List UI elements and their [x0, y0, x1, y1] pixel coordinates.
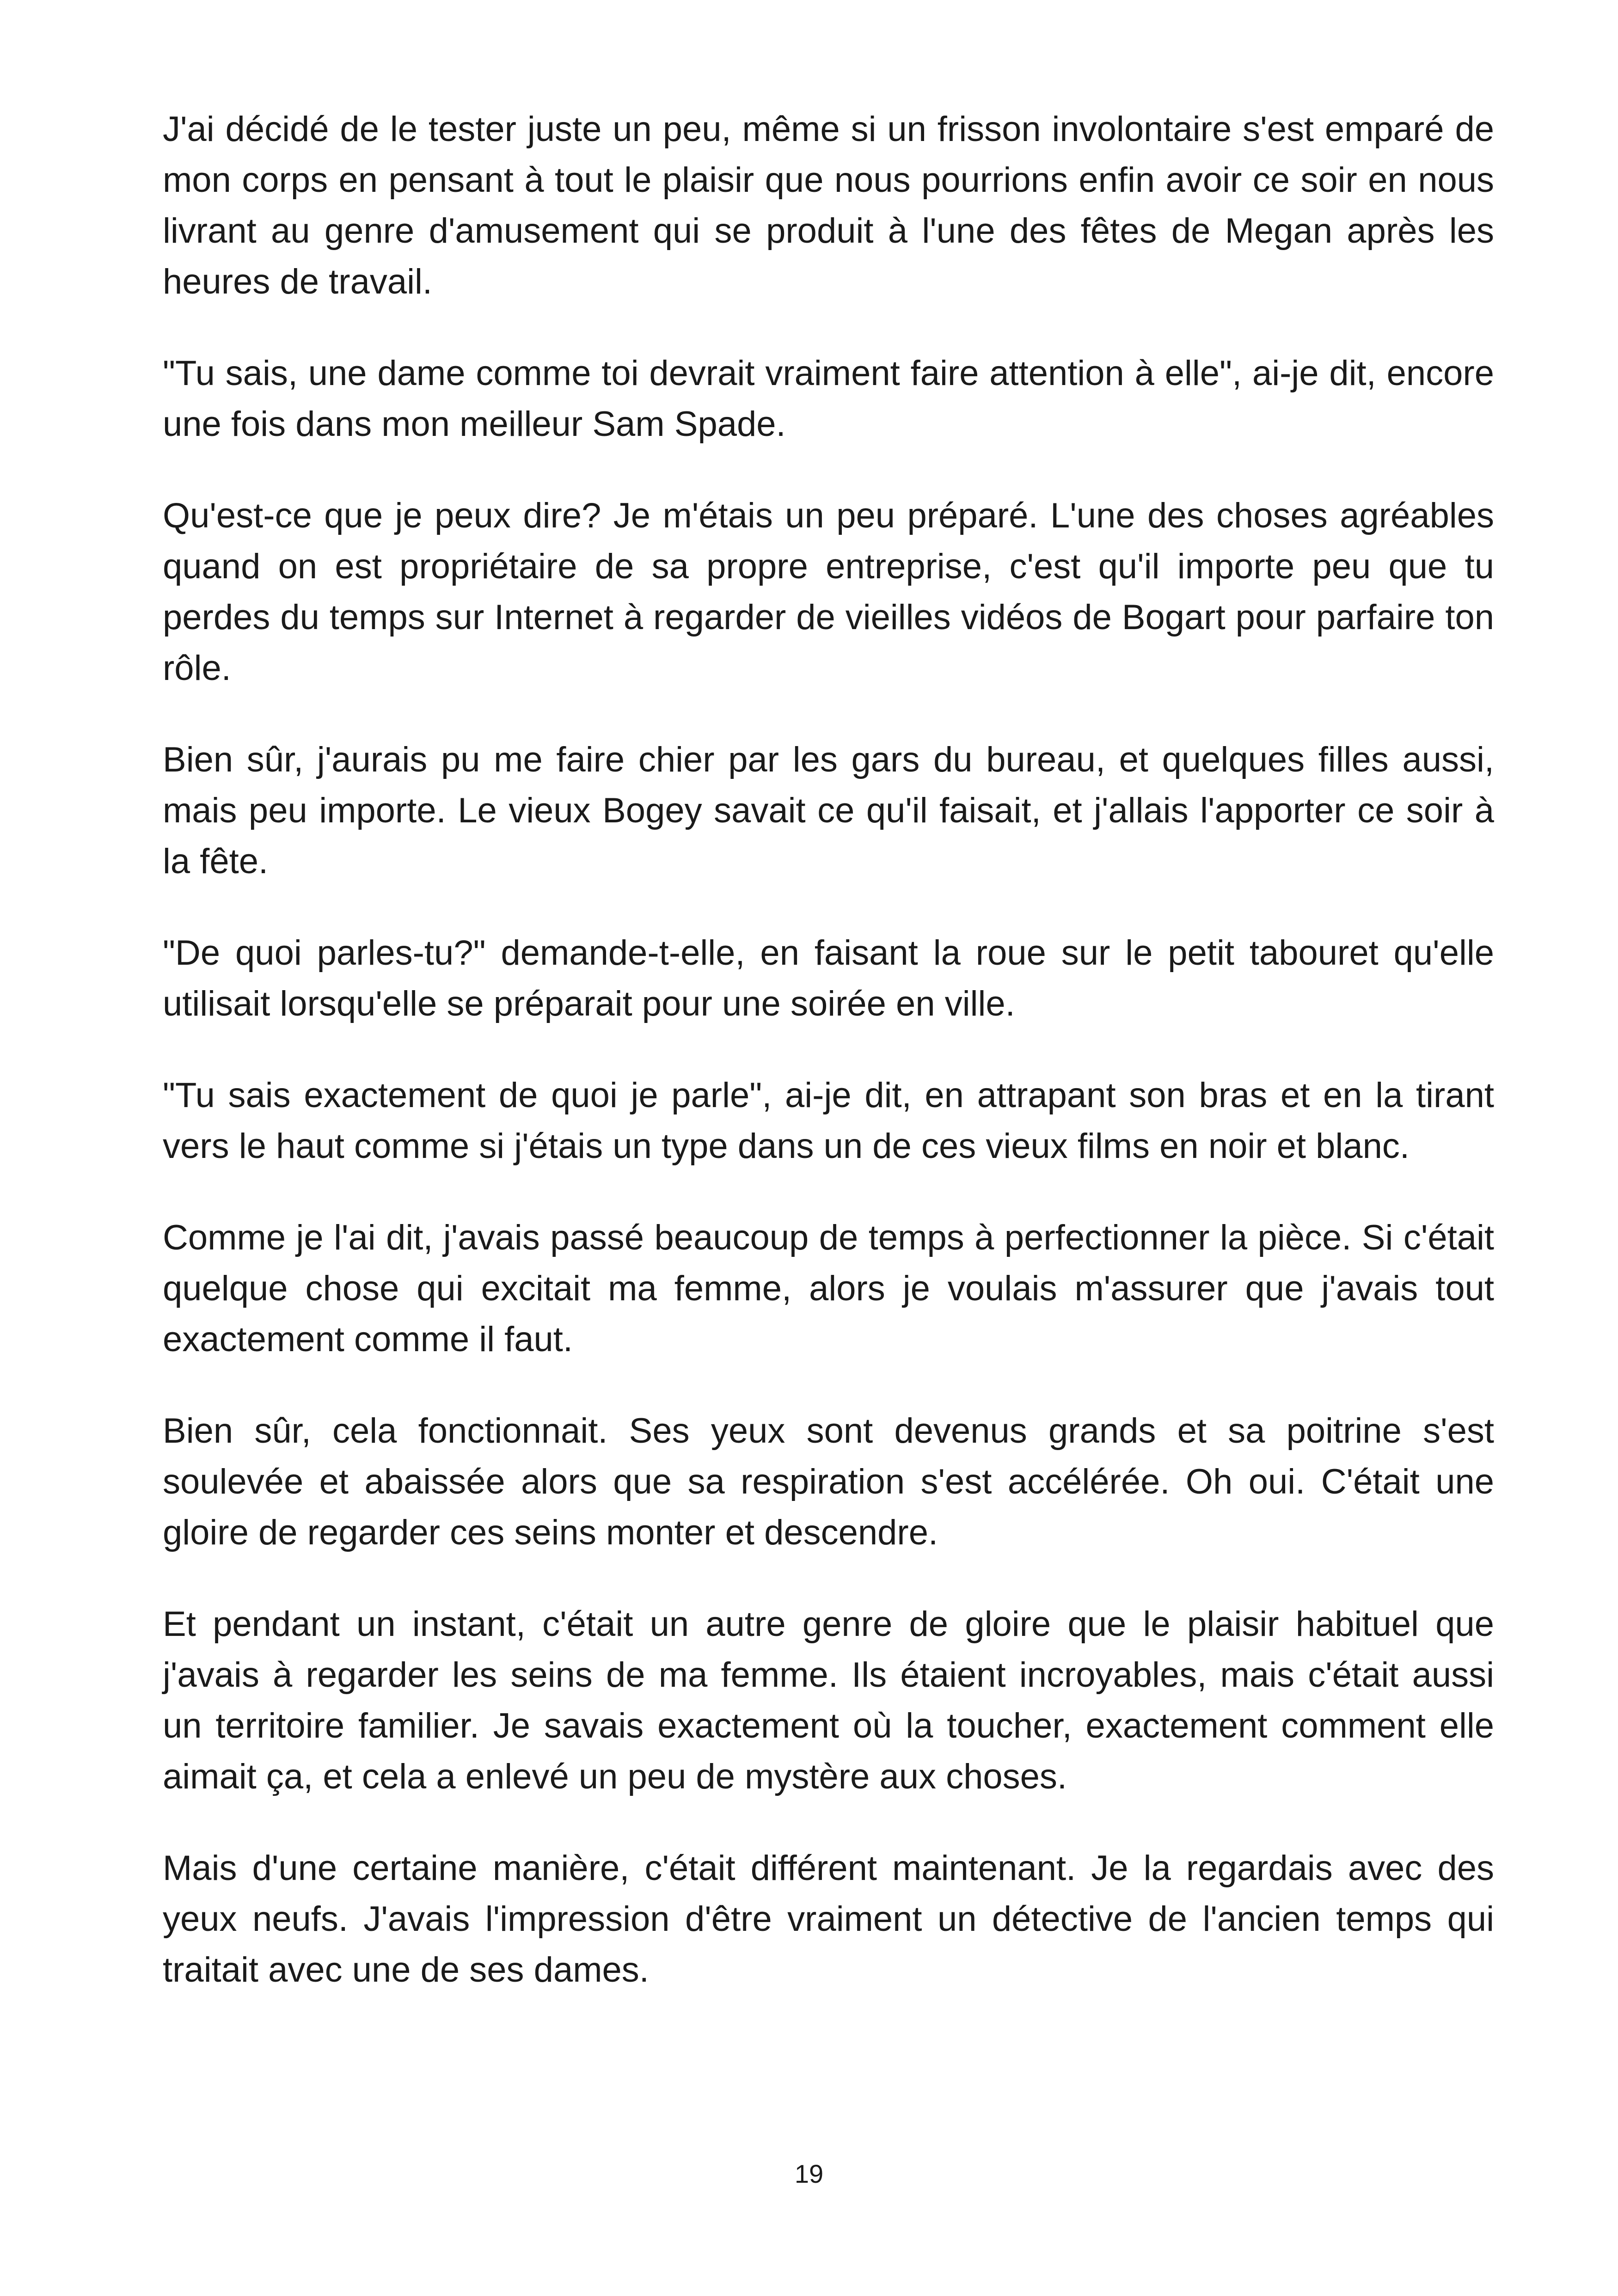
paragraph: Mais d'une certaine manière, c'était différent maintenant. Je la regardais avec des yeux neufs. J'avais l'impression d'être vraiment un détective de l'ancien temps qui traitait avec une de ses dames. [163, 1849, 1494, 1990]
paragraph: Comme je l'ai dit, j'avais passé beaucoup de temps à perfectionner la pièce. Si c'était quelque chose qui excitait ma femme, alors je voulais m'assurer que j'avais tout exactement comme il faut. [163, 1218, 1494, 1359]
paragraph: "De quoi parles-tu?" demande-t-elle, en faisant la roue sur le petit tabouret qu'elle utilisait lorsqu'elle se préparait pour une soirée en ville. [163, 933, 1494, 1023]
page-number: 19 [794, 2159, 824, 2188]
paragraph: "Tu sais exactement de quoi je parle", ai-je dit, en attrapant son bras et en la tirant vers le haut comme si j'étais un type dans un de ces vieux films en noir et blanc. [163, 1076, 1494, 1166]
paragraph: J'ai décidé de le tester juste un peu, même si un frisson involontaire s'est emparé de mon corps en pensant à tout le plaisir que nous pourrions enfin avoir ce soir en nous livrant au genre d'amusement qui se produit à l'une des fêtes de Megan après les heures de travail. [163, 110, 1494, 301]
text-body [163, 104, 1494, 1996]
paragraph: Bien sûr, j'aurais pu me faire chier par les gars du bureau, et quelques filles aussi, mais peu importe. Le vieux Bogey savait ce qu'il faisait, et j'allais l'apporter ce soir à la fête. [163, 740, 1494, 881]
paragraph: Et pendant un instant, c'était un autre genre de gloire que le plaisir habituel que j'avais à regarder les seins de ma femme. Ils étaient incroyables, mais c'était aussi un territoire familier. Je savais exactement où la toucher, exactement comment elle aimait ça, et cela a enlevé un peu de mystère aux choses. [163, 1604, 1494, 1796]
paragraph: "Tu sais, une dame comme toi devrait vraiment faire attention à elle", ai-je dit, encore une fois dans mon meilleur Sam Spade. [163, 354, 1494, 444]
paragraph: Qu'est-ce que je peux dire? Je m'étais un peu préparé. L'une des choses agréables quand on est propriétaire de sa propre entreprise, c'est qu'il importe peu que tu perdes du temps sur Internet à regarder de vieilles vidéos de Bogart pour parfaire ton rôle. [163, 496, 1494, 688]
paragraph: Bien sûr, cela fonctionnait. Ses yeux sont devenus grands et sa poitrine s'est soulevée et abaissée alors que sa respiration s'est accélérée. Oh oui. C'était une gloire de regarder ces seins monter et descendre. [163, 1411, 1494, 1552]
